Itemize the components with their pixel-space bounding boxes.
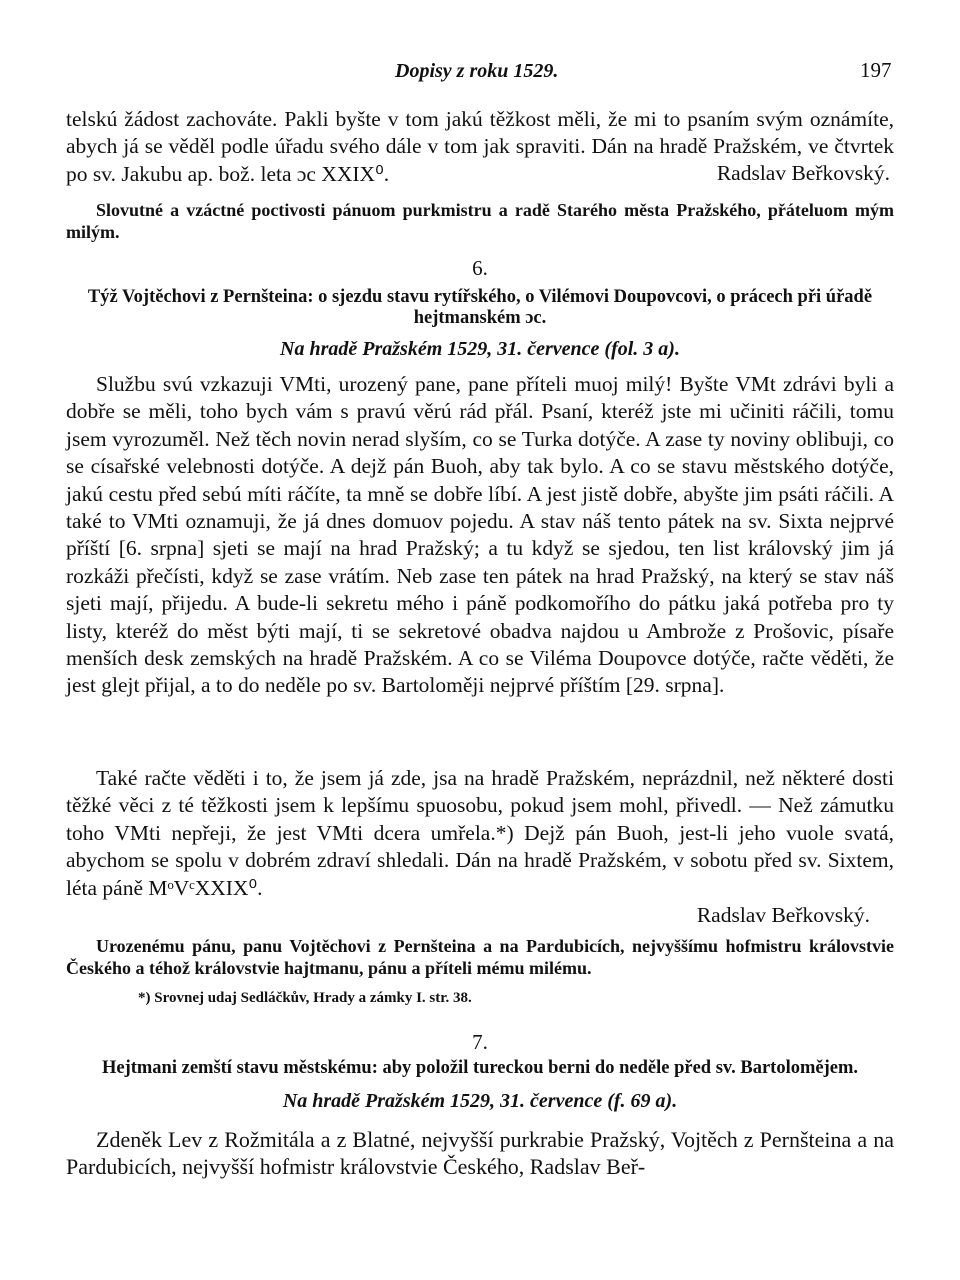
letter6-signature: Radslav Beřkovský. [696, 903, 870, 927]
letter5-address: Slovutné a vzáctné poctivosti pánuom purkmistru a radě Starého města Pražského, přáteluom mým milým. [66, 200, 894, 242]
letter6-number: 6. [472, 256, 488, 280]
letter6-paragraph-2: Také račte věděti i to, že jsem já zde, jsa na hradě Pražském, neprázdnil, než některé dosti těžké věci z té těžkosti jsem k lepšímu spuosobu, pokud jsem mohl, přivedl. — Než zámutku toho VMti nepřeji, že jest VMti dcera umřela.*) Dejž pán Buoh, jest-li jeho vuole svatá, abychom se spolu v dobrém zdraví shledali. Dán na hradě Pražském, v sobotu před sv. Sixtem, léta páně MᵒVᶜXXIX⁰. [66, 766, 894, 900]
footnote: *) Srovnej udaj Sedláčkův, Hrady a zámky I. str. 38. [138, 990, 472, 1006]
letter6-paragraph-1: Službu svú vzkazuji VMti, urozený pane, pane příteli muoj milý! Byšte VMt zdrávi byli a dobře se měli, toho bych vám s pravú věrú rád přál. Psaní, kteréž jste mi učiniti ráčili, tomu jsem vyrozuměl. Než těch novin nerad slyším, co se Turka dotýče. A zase ty noviny oblibuji, co se císařské velebnosti dotýče. A dejž pán Buoh, aby tak bylo. A co se stavu městského dotýče, jakú cestu před sebú míti ráčíte, ta mně se dobře líbí. A jest jistě dobře, abyšte jim psáti ráčili. A také to VMti oznamuji, že já dnes domuov pojedu. A stav náš tento pátek na sv. Sixta nejprvé příští [6. srpna] sjeti se mají na hrad Pražský; a tu když se sjedou, ten list královský jim já rozkáži přečísti, když se zase vrátím. Neb zase ten pátek na hrad Pražský, na který se stav náš sjeti mají, přijedu. A bude-li sekretu mého i páně podkomořího do pátku jaká potřeba pro ty listy, kteréž do měst býti mají, ti se sekretové obadva najdou u Ambrože z Prošovic, písaře menších desk zemských na hradě Pražském. A co se Viléma Doupovce dotýče, račte věděti, že jest glejt přijal, a to do neděle po sv. Bartoloměji nejprvé příštím [29. srpna]. [66, 372, 894, 698]
letter6-date: Na hradě Pražském 1529, 31. července (fol. 3 a). [280, 338, 680, 360]
letter5-text-end: telskú žádost zachováte. Pakli byšte v tom jakú těžkost měli, že mi to psaním svým oznámíte, abych já se věděl podle úřadu svého dále v tom jak spraviti. Dán na hradě Pražském, ve čtvrtek po sv. Jakubu ap. bož. leta ɔc XXIX⁰. [66, 107, 894, 186]
letter6-address: Urozenému pánu, panu Vojtěchovi z Pernšteina a na Pardubicích, nejvyššímu hofmistru královstvie Českého a téhož královstvie hajtmanu, pánu a příteli mému milému. [66, 936, 894, 978]
letter7-paragraph-1: Zdeněk Lev z Rožmitála a z Blatné, nejvyšší purkrabie Pražský, Vojtěch z Pernšteina a na Pardubicích, nejvyšší hofmistr královstvie Českého, Radslav Beř- [66, 1127, 894, 1180]
letter7-number: 7. [472, 1030, 488, 1054]
letter5-signature: Radslav Beřkovský. [716, 161, 890, 185]
letter7-date: Na hradě Pražském 1529, 31. července (f. 69 a). [282, 1090, 678, 1112]
letter6-heading: Týž Vojtěchovi z Pernšteina: o sjezdu stavu rytířského, o Vilémovi Doupovcovi, o prácech při úřadě hejtmanském ɔc. [87, 287, 873, 328]
running-title: Dopisy z roku 1529. [395, 60, 559, 82]
letter7-heading: Hejtmani zemští stavu městskému: aby položil tureckou berni do neděle před sv. Bartolomějem. [101, 1058, 859, 1078]
page-number: 197 [860, 58, 892, 82]
